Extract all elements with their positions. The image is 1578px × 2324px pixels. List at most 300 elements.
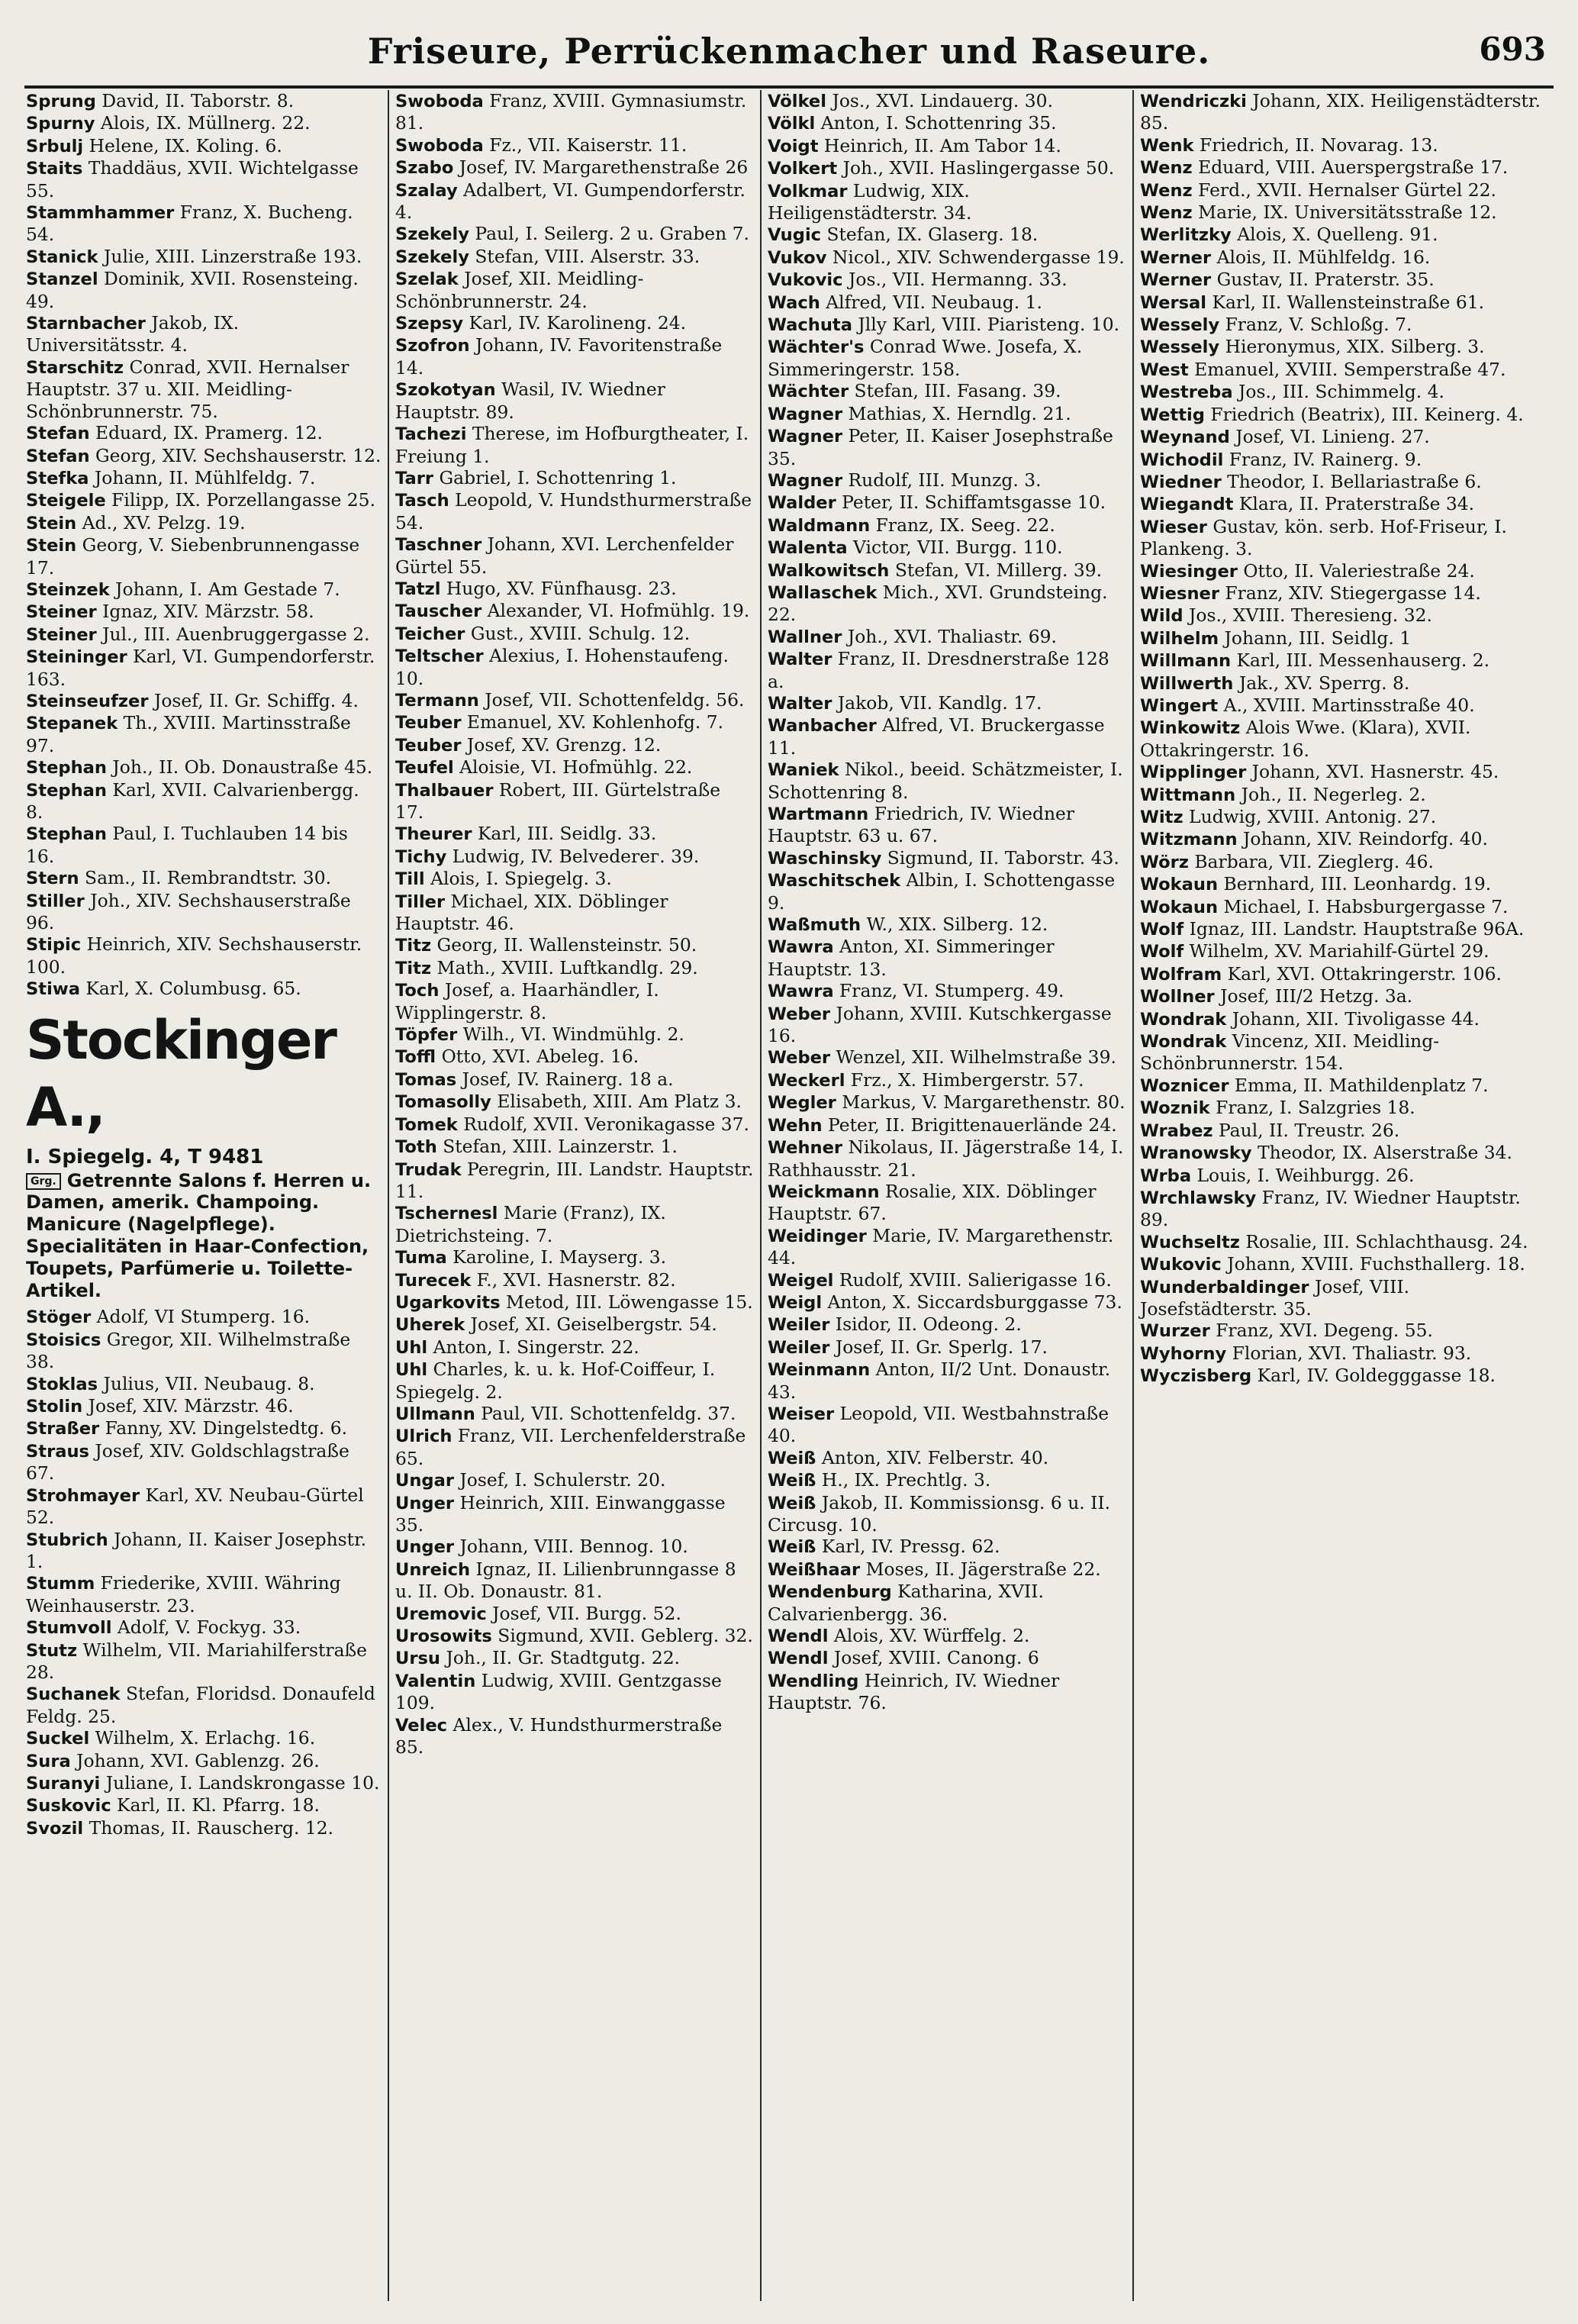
directory-entry [766, 135, 1128, 157]
entry-surname: Tuma [395, 1248, 447, 1268]
directory-entry [394, 1114, 755, 1136]
entry-surname: Wollner [1140, 987, 1215, 1007]
entry-details: Karl, IV. Karolineng. 24. [463, 312, 687, 334]
directory-entry [1138, 784, 1554, 806]
directory-entry [766, 492, 1128, 514]
directory-entry [1138, 269, 1554, 291]
directory-entry [766, 314, 1128, 336]
entry-surname: Steiner [26, 624, 97, 645]
directory-entry [766, 292, 1128, 314]
entry-surname: Weiß [768, 1448, 816, 1468]
entry-details: Otto, II. Valeriestraße 24. [1237, 559, 1475, 582]
entry-surname: Steinseufzer [26, 691, 149, 711]
directory-entry [394, 1159, 755, 1203]
entry-surname: Szekely [395, 224, 469, 245]
directory-entry [24, 445, 383, 467]
entry-surname: Wenk [1140, 135, 1194, 156]
directory-entry [394, 645, 755, 689]
directory-entry [394, 1714, 755, 1758]
entry-surname: Wrba [1140, 1165, 1192, 1186]
entry-details: Josef, XVIII. Canong. 6 [828, 1647, 1039, 1669]
advertisement-description-block [26, 1170, 382, 1302]
entry-details: Josef, XI. Geiselbergstr. 54. [465, 1313, 717, 1336]
directory-entry [24, 1417, 383, 1439]
directory-entry [1138, 1097, 1554, 1119]
directory-entry [1138, 940, 1554, 962]
entry-surname: Stefan [26, 446, 90, 466]
entry-details: Alfred, VI. Bruckergasse 11. [768, 714, 1105, 759]
entry-surname: Walenta [768, 538, 848, 559]
entry-surname: Tauscher [395, 601, 482, 622]
entry-surname: Swoboda [395, 92, 484, 111]
entry-details: Rudolf, XVII. Veronikagasse 37. [457, 1113, 749, 1135]
directory-entry [394, 623, 755, 645]
directory-entry [766, 1625, 1128, 1647]
directory-entry [766, 514, 1128, 537]
directory-entry [1138, 806, 1554, 828]
directory-entry [1138, 134, 1554, 156]
entry-details: Heinrich, XIII. Einwanggasse 35. [395, 1491, 726, 1536]
directory-entry [766, 336, 1128, 380]
directory-entry [24, 624, 383, 646]
directory-entry [766, 869, 1128, 914]
entry-details: Johann, IV. Favoritenstraße 14. [395, 334, 723, 379]
directory-entry [766, 1359, 1128, 1403]
entry-surname: Uhl [395, 1360, 428, 1381]
entry-details: Adalbert, VI. Gumpendorferstr. 4. [395, 179, 746, 224]
entry-details: Frz., X. Himbergerstr. 57. [845, 1069, 1084, 1091]
directory-entry [394, 1670, 755, 1714]
directory-entry [766, 247, 1128, 269]
directory-entry [24, 712, 383, 756]
directory-entry [394, 1023, 755, 1046]
directory-entry [1138, 717, 1554, 761]
directory-entry [1138, 1187, 1554, 1231]
directory-entry [394, 1647, 755, 1669]
directory-entry [1138, 873, 1554, 895]
entry-surname: Steiner [26, 602, 97, 623]
entry-details: Johann, XII. Tivoligasse 44. [1226, 1007, 1480, 1030]
entry-surname: Vukovic [768, 270, 843, 291]
directory-entry [1138, 516, 1554, 560]
entry-details: Johann, XVI. Lerchenfelder Gürtel 55. [395, 533, 734, 578]
directory-entry [24, 601, 383, 623]
directory-entry [1138, 1231, 1554, 1253]
directory-entry [24, 1373, 383, 1395]
column-3 [766, 90, 1128, 2301]
directory-entry [1138, 336, 1554, 358]
directory-entry [394, 179, 755, 224]
entry-details: H., IX. Prechtlg. 3. [816, 1469, 991, 1491]
entry-surname: Stumvoll [26, 1618, 112, 1639]
entry-details: Ferd., XVII. Hernalser Gürtel 22. [1192, 179, 1496, 201]
entry-surname: Waldmann [768, 515, 871, 536]
entry-details: Therese, im Hofburgtheater, I. Freiung 1. [395, 423, 749, 467]
entry-details: Paul, VII. Schottenfeldg. 37. [475, 1402, 736, 1424]
entry-details: Alois, IX. Müllnerg. 22. [95, 112, 311, 134]
entry-details: Anton, II/2 Unt. Donaustr. 43. [768, 1359, 1111, 1403]
directory-entry [394, 423, 755, 467]
entry-surname: Suskovic [26, 1796, 111, 1816]
entry-surname: Wendling [768, 1671, 859, 1691]
entry-details: Franz, IV. Wiedner Hauptstr. 89. [1140, 1186, 1521, 1231]
entry-details: Jakob, VII. Kandlg. 17. [832, 691, 1042, 714]
entry-surname: Weynand [1140, 427, 1230, 448]
entry-details: F., XVI. Hasnerstr. 82. [471, 1268, 676, 1291]
entry-details: Hugo, XV. Fünfhausg. 23. [440, 577, 677, 599]
entry-details: Stefan, XIII. Lainzerstr. 1. [436, 1136, 678, 1158]
entry-details: Alois, X. Quelleng. 91. [1231, 224, 1438, 246]
entry-details: Jul., III. Auenbruggergasse 2. [96, 623, 370, 645]
entry-surname: Stephan [26, 758, 107, 778]
entry-surname: Waniek [768, 760, 839, 781]
directory-entry [1138, 1343, 1554, 1365]
entry-details: Charles, k. u. k. Hof-Coiffeur, I. Spiegelg. 2. [395, 1359, 716, 1403]
entry-details: Marie, IX. Universitätsstraße 12. [1192, 201, 1497, 224]
directory-entry [766, 90, 1128, 112]
directory-entry [24, 978, 383, 1000]
entry-details: Ludwig, XVIII. Antonig. 27. [1183, 806, 1437, 827]
entry-surname: Wolf [1140, 942, 1184, 962]
directory-entry [24, 512, 383, 534]
directory-entry [394, 1136, 755, 1158]
directory-entry [766, 1336, 1128, 1359]
entry-details: Franz, X. Bucheng. 54. [26, 201, 353, 246]
entry-details: Thomas, II. Rauscherg. 12. [83, 1816, 334, 1839]
directory-entry [24, 1616, 383, 1639]
entry-details: Franz, I. Salzgries 18. [1209, 1097, 1415, 1119]
directory-entry [24, 646, 383, 690]
entry-details: Franz, XIV. Stiegergasse 14. [1219, 582, 1481, 604]
entry-surname: Wiedner [1140, 472, 1222, 492]
directory-entry [1138, 1008, 1554, 1030]
entry-surname: Tiller [395, 891, 446, 912]
directory-entry [394, 578, 755, 600]
entry-surname: Teuber [395, 713, 462, 733]
entry-details: Julius, VII. Neubaug. 8. [98, 1372, 315, 1394]
entry-surname: Stanick [26, 247, 98, 267]
entry-surname: Wächter [768, 382, 849, 402]
entry-surname: Walder [768, 493, 836, 514]
entry-details: Klara, II. Praterstraße 34. [1233, 493, 1475, 515]
entry-details: Karl, III. Seidlg. 33. [472, 823, 657, 845]
entry-surname: Wunderbaldinger [1140, 1277, 1309, 1297]
entry-surname: Wrchlawsky [1140, 1188, 1257, 1208]
advertisement-badge: Grg. [26, 1173, 61, 1190]
directory-entry [1138, 918, 1554, 940]
directory-entry [766, 1670, 1128, 1714]
directory-entry [394, 533, 755, 578]
directory-entry [394, 779, 755, 824]
entry-surname: Wyczisberg [1140, 1366, 1252, 1387]
entry-surname: Tichy [395, 846, 447, 867]
directory-entry [766, 1647, 1128, 1669]
directory-entry [766, 157, 1128, 179]
directory-entry [1138, 179, 1554, 201]
entry-details: David, II. Taborstr. 8. [95, 90, 295, 111]
entry-details: Nicol., XIV. Schwendergasse 19. [826, 246, 1125, 268]
entry-surname: Tatzl [395, 579, 441, 599]
entry-details: Friedrich (Beatrix), III. Keinerg. 4. [1204, 403, 1524, 425]
entry-surname: Theurer [395, 824, 472, 845]
entry-surname: Wartmann [768, 804, 869, 824]
entry-surname: Stephan [26, 824, 107, 845]
entry-details: Stefan, IX. Glaserg. 18. [821, 224, 1039, 246]
entry-details: Ludwig, IV. Belvederег. 39. [446, 845, 700, 867]
entry-details: Franz, VII. Lerchenfelderstraße 65. [395, 1425, 746, 1469]
entry-surname: West [1140, 359, 1189, 380]
entry-details: Josef, VIII. Josefstädterstr. 35. [1140, 1275, 1410, 1320]
entry-details: Joh., II. Gr. Stadtgutg. 22. [440, 1647, 681, 1669]
directory-entry [24, 356, 383, 422]
entry-details: Robert, III. Gürtelstraße 17. [395, 778, 721, 823]
entry-surname: Stefan [26, 424, 90, 444]
entry-details: Josef, IV. Margarethenstraße 26 [453, 156, 749, 179]
entry-surname: Unger [395, 1537, 455, 1558]
entry-surname: Toffl [395, 1047, 436, 1068]
directory-entry [1138, 359, 1554, 381]
entry-surname: Wenz [1140, 180, 1193, 201]
entry-details: Karl, X. Columbusg. 65. [79, 978, 301, 1000]
entry-surname: Wessely [1140, 337, 1220, 358]
entry-details: Stefan, VIII. Alserstr. 33. [469, 245, 700, 267]
entry-surname: Weber [768, 1048, 831, 1069]
directory-entry [394, 823, 755, 845]
directory-entry [1138, 695, 1554, 717]
entry-surname: Stubrich [26, 1529, 108, 1550]
entry-surname: Weber [768, 1004, 831, 1024]
entry-details: Johann, XIX. Heiligenstädterstr. 85. [1140, 90, 1541, 134]
directory-entry [394, 1359, 755, 1403]
entry-surname: Wokaun [1140, 897, 1219, 917]
page-number: 693 [1479, 31, 1546, 68]
directory-entry [394, 711, 755, 733]
entry-surname: Wendenburg [768, 1582, 892, 1603]
directory-entry [1138, 314, 1554, 336]
entry-details: Jos., III. Schimmelg. 4. [1232, 381, 1444, 403]
entry-surname: Wegler [768, 1093, 836, 1114]
directory-entry [1138, 649, 1554, 672]
entry-details: Karl, XVII. Calvarienbergg. 8. [26, 778, 359, 823]
entry-details: Joh., II. Negerleg. 2. [1235, 783, 1426, 805]
entry-surname: Uhl [395, 1337, 428, 1358]
directory-entry [394, 1336, 755, 1359]
entry-surname: Tomasolly [395, 1092, 491, 1113]
entry-details: Johann, XVI. Gablenzg. 26. [70, 1749, 320, 1771]
directory-entry [394, 934, 755, 956]
directory-entry [394, 868, 755, 890]
advertisement [24, 1007, 383, 1302]
entry-surname: Wiesinger [1140, 561, 1238, 582]
entry-details: Adolf, VI Stumperg. 16. [91, 1306, 311, 1328]
entry-surname: Woznicer [1140, 1075, 1229, 1096]
entry-surname: Wilhelm [1140, 628, 1219, 649]
directory-entry [766, 1403, 1128, 1447]
entry-details: Alfred, VII. Neubaug. 1. [820, 291, 1042, 313]
entry-details: Adolf, V. Fockyg. 33. [111, 1616, 301, 1639]
entry-details: Fz., VII. Kaiserstr. 11. [483, 134, 688, 156]
directory-entry [766, 1558, 1128, 1581]
entry-surname: Stutz [26, 1640, 78, 1661]
entry-surname: Wrabez [1140, 1120, 1213, 1141]
entry-details: Marie (Franz), IX. Dietrichsteing. 7. [395, 1202, 666, 1246]
entry-surname: Steininger [26, 647, 127, 668]
entry-details: Jak., XV. Sperrg. 8. [1233, 672, 1410, 694]
directory-entry [394, 467, 755, 489]
entry-details: Johann, III. Seidlg. 1 [1219, 627, 1412, 649]
entry-details: Wilh., VI. Windmühlg. 2. [457, 1023, 684, 1046]
entry-surname: Wondrak [1140, 1009, 1227, 1030]
entry-details: Leopold, V. Hundsthurmerstraße 54. [395, 489, 752, 533]
directory-entry [766, 403, 1128, 425]
entry-surname: Tachezi [395, 424, 467, 445]
directory-entry [766, 759, 1128, 803]
entry-surname: Walter [768, 693, 832, 714]
directory-entry [766, 1313, 1128, 1336]
entry-details: Jos., XVI. Lindauerg. 30. [826, 90, 1054, 111]
entry-surname: Straus [26, 1441, 89, 1462]
directory-entry [1138, 404, 1554, 426]
directory-entry [766, 559, 1128, 582]
directory-entry [394, 1091, 755, 1113]
directory-entry [766, 469, 1128, 492]
entry-surname: Wondrak [1140, 1032, 1227, 1052]
entry-surname: Wittmann [1140, 785, 1236, 805]
directory-entry [24, 90, 383, 112]
entry-surname: Wyhorny [1140, 1343, 1227, 1364]
entry-surname: Teltscher [395, 646, 484, 667]
directory-entry [766, 1492, 1128, 1536]
entry-details: Josef, XII. Meidling-Schönbrunnerstr. 24. [395, 268, 644, 312]
advertisement-description: Getrennte Salons f. Herren u. Damen, amerik. Champoing. Manicure (Nagelpflege). Specialitäten in Haar-Confection, Toupets, Parfümerie u. Toilette-Artikel. [26, 1169, 372, 1301]
entry-surname: Spurny [26, 114, 95, 134]
entry-details: Alexius, I. Hohenstaufeng. 10. [395, 645, 729, 689]
entry-surname: Thalbauer [395, 780, 494, 801]
directory-entry [766, 425, 1128, 469]
directory-entry [766, 648, 1128, 692]
entry-surname: Trudak [395, 1159, 462, 1180]
entry-surname: Wagner [768, 470, 843, 491]
entry-details: Josef, VII. Burgg. 52. [486, 1602, 681, 1624]
entry-surname: Wokaun [1140, 875, 1219, 895]
entry-details: Friedrich, II. Novarag. 13. [1193, 134, 1438, 156]
directory-entry [394, 689, 755, 711]
entry-surname: Walter [768, 649, 832, 670]
directory-entry [766, 380, 1128, 402]
entry-surname: Wendl [768, 1649, 829, 1669]
directory-entry [1138, 1253, 1554, 1275]
entry-surname: Svozil [26, 1818, 84, 1839]
entry-surname: Szelak [395, 269, 459, 290]
entry-surname: Ursu [395, 1649, 441, 1669]
entry-surname: Wagner [768, 404, 843, 424]
entry-surname: Willwerth [1140, 673, 1234, 694]
entry-surname: Werner [1140, 270, 1212, 291]
entry-surname: Stiwa [26, 979, 80, 1000]
entry-surname: Volkert [768, 159, 838, 179]
entry-surname: Vukov [768, 247, 827, 268]
entry-surname: Suckel [26, 1729, 90, 1749]
entry-details: Wilhelm, XV. Mariahilf-Gürtel 29. [1184, 940, 1489, 962]
entry-details: Albin, I. Schottengasse 9. [768, 869, 1116, 914]
entry-surname: Stoisics [26, 1330, 101, 1350]
entry-surname: Volkmar [768, 181, 848, 201]
entry-details: Karl, IV. Pressg. 62. [816, 1536, 1000, 1558]
entry-surname: Teufel [395, 758, 454, 778]
directory-entry [24, 157, 383, 201]
entry-details: Jakob, IX. Universitätsstr. 4. [26, 312, 240, 356]
directory-entry [24, 890, 383, 934]
directory-entry [766, 847, 1128, 869]
entry-details: Aloisie, VI. Hofmühlg. 22. [453, 756, 693, 778]
directory-entry [1138, 672, 1554, 695]
directory-entry [766, 1046, 1128, 1069]
entry-surname: Uremovic [395, 1604, 487, 1624]
entry-details: Friedrich, IV. Wiedner Hauptstr. 63 u. 67. [768, 803, 1075, 847]
directory-entry [394, 1046, 755, 1068]
directory-entry [766, 1114, 1128, 1136]
directory-entry [394, 1625, 755, 1647]
entry-surname: Tarr [395, 468, 434, 488]
entry-surname: Waschitschek [768, 871, 901, 891]
entry-surname: Weickmann [768, 1181, 880, 1202]
entry-surname: Wolf [1140, 920, 1184, 940]
entry-surname: Weiß [768, 1537, 816, 1558]
entry-surname: Ungar [395, 1471, 454, 1491]
entry-surname: Wukovic [1140, 1255, 1222, 1275]
directory-entry [394, 600, 755, 622]
entry-details: Josef, XIV. Märzstr. 46. [82, 1395, 294, 1417]
entry-details: Ludwig, XIX. Heiligenstädterstr. 34. [768, 179, 972, 224]
entry-surname: Vugic [768, 225, 822, 246]
directory-entry [24, 422, 383, 444]
directory-entry [766, 224, 1128, 246]
entry-details: Anton, X. Siccardsburggasse 73. [822, 1291, 1122, 1313]
entry-surname: Titz [395, 936, 432, 956]
entry-details: Bernhard, III. Leonhardg. 19. [1218, 873, 1492, 895]
entry-surname: Stefka [26, 468, 89, 488]
entry-surname: Wehner [768, 1138, 843, 1159]
entry-surname: Wessely [1140, 315, 1220, 336]
entry-details: Franz, IV. Rainerg. 9. [1223, 448, 1422, 470]
entry-details: Jos., VII. Hermanng. 33. [842, 269, 1068, 291]
directory-entry [394, 1425, 755, 1469]
directory-entry [394, 1469, 755, 1491]
entry-surname: Werlitzky [1140, 225, 1232, 246]
entry-surname: Wranowsky [1140, 1143, 1252, 1164]
entry-details: Peregrin, III. Landstr. Hauptstr. 11. [395, 1158, 754, 1202]
column-divider [760, 90, 762, 2301]
directory-entry [24, 1572, 383, 1616]
entry-surname: Wenz [1140, 158, 1193, 179]
entry-details: Michael, I. Habsburgergasse 7. [1218, 895, 1509, 917]
entry-details: Alois Wwe. (Klara), XVII. Ottakringerstr. 16. [1140, 717, 1471, 761]
entry-details: Alois, XV. Würffelg. 2. [828, 1625, 1030, 1647]
directory-entry [1138, 449, 1554, 471]
entry-surname: Stumm [26, 1574, 95, 1594]
entry-details: Paul, I. Seilerg. 2 u. Graben 7. [469, 223, 749, 245]
entry-surname: Teuber [395, 735, 462, 756]
entry-details: Paul, I. Tuchlauben 14 bis 16. [26, 823, 348, 867]
entry-details: Mich., XVI. Grundsteing. 22. [768, 581, 1108, 626]
column-1-entries-top [24, 90, 383, 1001]
header-rule [24, 85, 1554, 89]
directory-entry [766, 714, 1128, 759]
entry-details: Gust., XVIII. Schulg. 12. [465, 622, 691, 644]
entry-details: Karl, IV. Goldegggasse 18. [1251, 1365, 1496, 1387]
entry-details: Conrad Wwe. Josefa, X. Simmeringerstr. 158. [768, 336, 1083, 380]
directory-entry [766, 1447, 1128, 1469]
